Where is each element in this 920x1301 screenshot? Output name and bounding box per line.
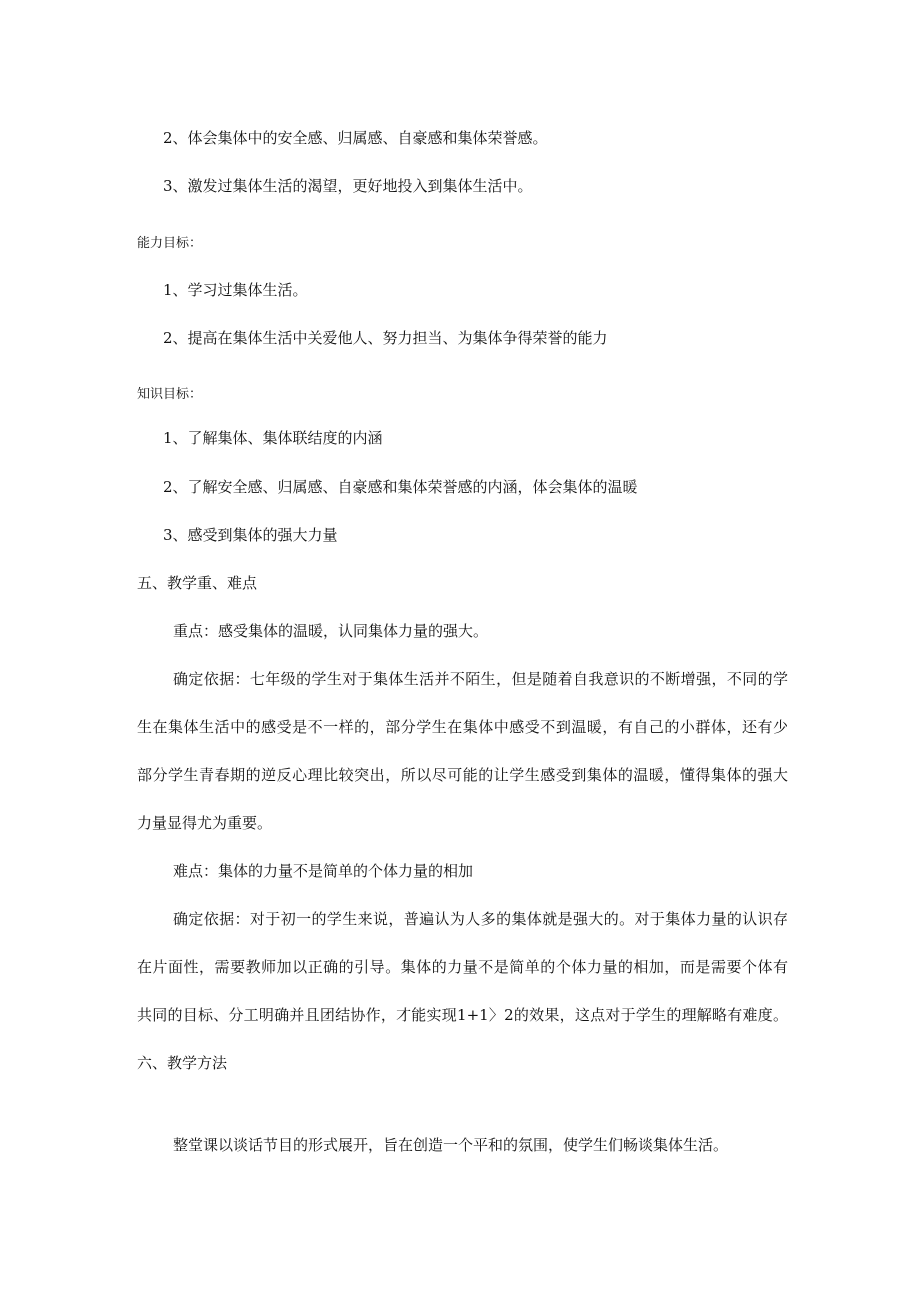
ability-heading: 能力目标：: [137, 236, 203, 251]
diff-basis-line: 确定依据：对于初一的学生来说，普遍认为人多的集体就是强大的。对于集体力量的认识存: [173, 910, 788, 928]
key-basis-line: 部分学生青春期的逆反心理比较突出，所以尽可能的让学生感受到集体的温暖，懂得集体的强大: [137, 766, 788, 784]
difficulty: 难点：集体的力量不是简单的个体力量的相加: [173, 862, 474, 880]
emotion-goal-3: 3、激发过集体生活的渴望，更好地投入到集体生活中。: [163, 177, 533, 195]
ability-item-1: 1、学习过集体生活。: [163, 281, 308, 299]
knowledge-heading: 知识目标：: [137, 387, 203, 402]
key-basis-line: 力量显得尤为重要。: [137, 814, 273, 832]
key-point: 重点：感受集体的温暖，认同集体力量的强大。: [173, 622, 489, 640]
section6-heading: 六、教学方法: [137, 1054, 228, 1072]
ability-item-2: 2、提高在集体生活中关爱他人、努力担当、为集体争得荣誉的能力: [163, 329, 608, 347]
emotion-goal-2: 2、体会集体中的安全感、归属感、自豪感和集体荣誉感。: [163, 129, 548, 147]
key-basis-line: 确定依据：七年级的学生对于集体生活并不陌生，但是随着自我意识的不断增强，不同的学: [173, 670, 788, 688]
section6-text: 整堂课以谈话节目的形式展开，旨在创造一个平和的氛围，使学生们畅谈集体生活。: [173, 1136, 729, 1154]
knowledge-item-1: 1、了解集体、集体联结度的内涵: [163, 429, 383, 447]
diff-basis-line: 在片面性，需要教师加以正确的引导。集体的力量不是简单的个体力量的相加，而是需要个体有: [137, 958, 788, 976]
knowledge-item-2: 2、了解安全感、归属感、自豪感和集体荣誉感的内涵，体会集体的温暖: [163, 478, 638, 496]
knowledge-item-3: 3、感受到集体的强大力量: [163, 526, 338, 544]
diff-basis-line: 共同的目标、分工明确并且团结协作，才能实现1+1〉2的效果，这点对于学生的理解略有难度。: [137, 1006, 788, 1024]
key-basis-line: 生在集体生活中的感受是不一样的，部分学生在集体中感受不到温暖，有自己的小群体，还有少: [137, 718, 788, 736]
section5-heading: 五、教学重、难点: [137, 574, 258, 592]
